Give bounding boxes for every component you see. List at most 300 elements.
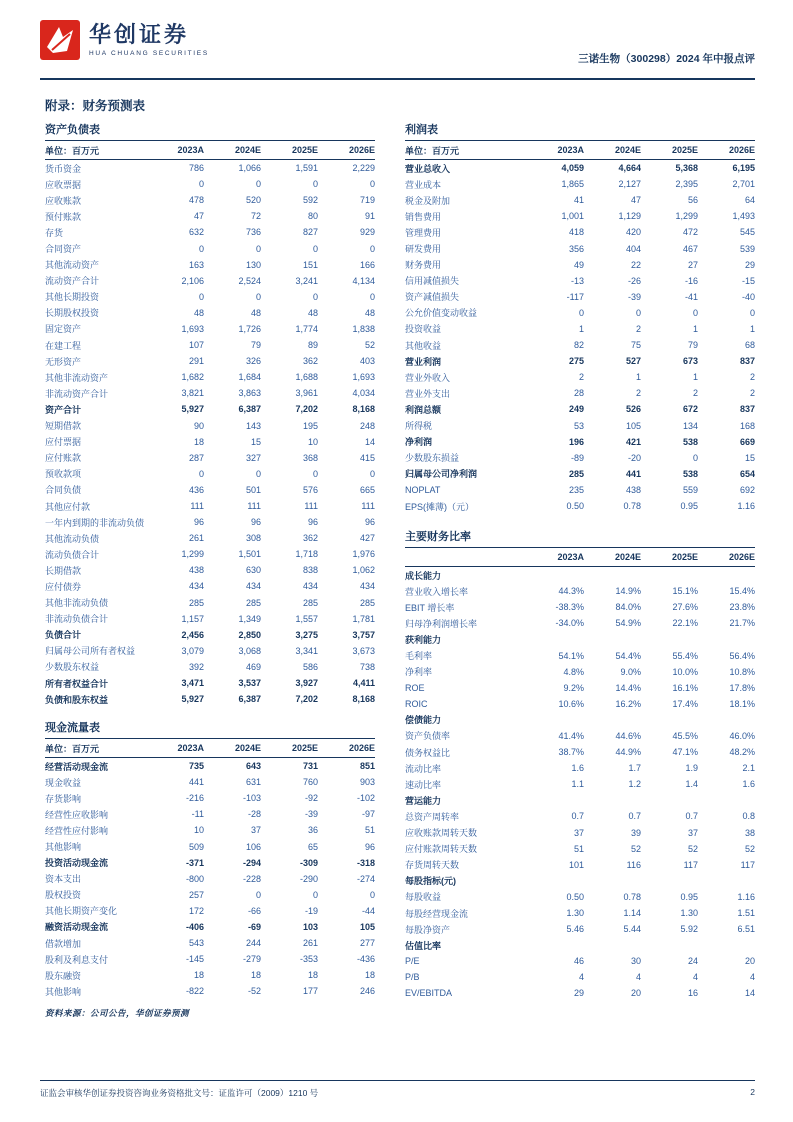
- row-label: 资本支出: [45, 874, 82, 885]
- column-header: 2024E: [234, 743, 261, 753]
- cell-value: -15: [741, 275, 755, 286]
- cell-value: 249: [568, 404, 584, 415]
- cell-value: 44.3%: [558, 586, 584, 597]
- cell-value: 731: [302, 761, 318, 772]
- row-label: 应收账款: [45, 195, 82, 206]
- cell-value: 49: [573, 259, 584, 270]
- cell-value: 0.78: [623, 501, 641, 512]
- cell-value: -66: [247, 905, 261, 916]
- cell-value: 538: [682, 436, 698, 447]
- table-row: [45, 257, 375, 273]
- cell-value: 404: [625, 243, 641, 254]
- cell-value: 6,195: [732, 163, 755, 174]
- row-label: 其他非流动资产: [45, 372, 109, 383]
- cell-value: 2: [749, 388, 755, 399]
- row-label: 股东融资: [45, 970, 82, 981]
- cell-value: 15: [250, 436, 261, 447]
- cell-value: 285: [359, 597, 375, 608]
- cell-value: -279: [242, 954, 261, 965]
- cell-value: 0: [692, 452, 698, 463]
- cell-value: 246: [359, 986, 375, 997]
- cell-value: 672: [682, 404, 698, 415]
- row-label: NOPLAT: [405, 484, 441, 495]
- row-label: 投资收益: [405, 324, 442, 335]
- row-label: 所有者权益合计: [45, 678, 109, 689]
- row-label: 其他长期资产变化: [45, 906, 118, 917]
- cell-value: 52: [364, 340, 375, 351]
- row-label: 股利及利息支付: [45, 954, 109, 965]
- cell-value: 0: [255, 468, 261, 479]
- cell-value: 18.1%: [729, 698, 755, 709]
- cell-value: 46.0%: [729, 730, 755, 741]
- cell-value: 1,349: [238, 613, 261, 624]
- row-label: ROIC: [405, 698, 428, 709]
- row-label: 无形资产: [45, 356, 82, 367]
- cell-value: -89: [570, 452, 584, 463]
- cell-value: 0.7: [628, 811, 641, 822]
- cell-value: 143: [245, 420, 261, 431]
- cell-value: 538: [682, 468, 698, 479]
- cell-value: -92: [304, 793, 318, 804]
- cell-value: 38.7%: [558, 747, 584, 758]
- row-label: 固定资产: [45, 324, 82, 335]
- cell-value: 837: [739, 356, 755, 367]
- column-header: 2024E: [614, 145, 641, 155]
- cell-value: 362: [302, 356, 318, 367]
- cell-value: 467: [682, 243, 698, 254]
- row-label: 信用减值损失: [405, 276, 460, 287]
- cell-value: 0: [312, 889, 318, 900]
- cell-value: 509: [188, 841, 204, 852]
- cell-value: 96: [364, 517, 375, 528]
- table-row: [405, 969, 755, 985]
- cell-value: 47.1%: [672, 747, 698, 758]
- cell-value: 4: [635, 972, 641, 983]
- row-label: 预付账款: [45, 211, 82, 222]
- cell-value: 838: [302, 565, 318, 576]
- cell-value: 0: [198, 468, 204, 479]
- row-label: 获利能力: [405, 634, 442, 645]
- cell-value: 0.95: [680, 891, 698, 902]
- row-label: 其他影响: [45, 842, 82, 853]
- cell-value: -20: [627, 452, 641, 463]
- cell-value: 1,157: [181, 613, 204, 624]
- table-row: [405, 583, 755, 599]
- column-header: 2023A: [177, 743, 204, 753]
- row-label: 负债和股东权益: [45, 694, 109, 705]
- row-label: 短期借款: [45, 421, 82, 432]
- cell-value: 48: [250, 307, 261, 318]
- cell-value: 10: [193, 825, 204, 836]
- table-row: [45, 643, 375, 659]
- cell-value: 9.0%: [620, 666, 641, 677]
- cell-value: 1,688: [295, 372, 318, 383]
- row-label: 流动资产合计: [45, 276, 100, 287]
- cell-value: 4,034: [352, 388, 375, 399]
- table-row: [45, 434, 375, 450]
- cell-value: 0: [369, 468, 375, 479]
- cell-value: 3,275: [295, 629, 318, 640]
- cell-value: 285: [245, 597, 261, 608]
- row-label: 流动比率: [405, 763, 442, 774]
- cell-value: -52: [247, 986, 261, 997]
- row-label: 归属母公司净利润: [405, 469, 478, 480]
- balance-sheet-table: [45, 121, 375, 707]
- cell-value: 760: [302, 777, 318, 788]
- cell-value: 438: [625, 484, 641, 495]
- cell-value: 368: [302, 452, 318, 463]
- cell-value: 630: [245, 565, 261, 576]
- row-label: 净利率: [405, 667, 433, 678]
- row-label: 其他非流动负债: [45, 598, 109, 609]
- table-row: [405, 808, 755, 824]
- cell-value: 18: [193, 970, 204, 981]
- row-label: ROE: [405, 682, 425, 693]
- row-label: P/E: [405, 956, 420, 967]
- table-row: [405, 369, 755, 385]
- cell-value: 1.2: [628, 779, 641, 790]
- cell-value: 0.78: [623, 891, 641, 902]
- row-label: 应付账款: [45, 453, 82, 464]
- cell-value: -294: [242, 857, 261, 868]
- cell-value: 54.1%: [558, 650, 584, 661]
- cell-value: 96: [307, 517, 318, 528]
- cell-value: 1.4: [685, 779, 698, 790]
- cell-value: 478: [188, 195, 204, 206]
- row-label: 营业利润: [405, 356, 442, 367]
- cell-value: -11: [191, 809, 204, 820]
- table-row: [405, 273, 755, 289]
- section-row: [405, 873, 755, 889]
- row-label: 其他流动资产: [45, 260, 100, 271]
- cell-value: 0: [312, 179, 318, 190]
- row-label: 应收票据: [45, 179, 82, 190]
- cell-value: 116: [626, 859, 641, 870]
- cell-value: 0.50: [566, 891, 584, 902]
- table-row: [45, 546, 375, 562]
- cell-value: 441: [625, 468, 641, 479]
- section-row: [405, 631, 755, 647]
- cell-value: -318: [356, 857, 375, 868]
- table-row: [45, 562, 375, 578]
- section-row: [405, 937, 755, 953]
- cell-value: 89: [307, 340, 318, 351]
- row-label: 总资产周转率: [405, 811, 460, 822]
- table-row: [405, 744, 755, 760]
- cell-value: 5.46: [566, 924, 584, 935]
- row-label: 合同负债: [45, 485, 82, 496]
- table-row: [45, 822, 375, 838]
- table-row: [45, 176, 375, 192]
- row-label: 债务权益比: [405, 747, 451, 758]
- cell-value: 434: [188, 581, 204, 592]
- cell-value: 48: [307, 307, 318, 318]
- cell-value: 4,059: [561, 163, 584, 174]
- table-row: [405, 728, 755, 744]
- table-row: [405, 224, 755, 240]
- cell-value: 0: [369, 291, 375, 302]
- section-row: [405, 712, 755, 728]
- cell-value: 392: [188, 661, 204, 672]
- cell-value: 96: [250, 517, 261, 528]
- cell-value: 2,701: [732, 179, 755, 190]
- table-row: [45, 224, 375, 240]
- cell-value: 23.8%: [729, 602, 755, 613]
- cell-value: 48.2%: [729, 747, 755, 758]
- row-label: 存货: [45, 227, 64, 238]
- cell-value: 827: [302, 227, 318, 238]
- cell-value: -13: [570, 275, 584, 286]
- row-label: 偿债能力: [405, 715, 442, 726]
- table-header-row: [45, 141, 375, 160]
- cell-value: 903: [359, 777, 375, 788]
- cell-value: 356: [568, 243, 584, 254]
- cell-value: 1,684: [238, 372, 261, 383]
- cell-value: 54.9%: [615, 618, 641, 629]
- table-row: [405, 857, 755, 873]
- cell-value: 6,387: [238, 694, 261, 705]
- row-label: 所得税: [405, 421, 433, 432]
- cell-value: 4: [749, 972, 755, 983]
- row-label: 营业外支出: [405, 388, 451, 399]
- cell-value: 285: [568, 468, 584, 479]
- cell-value: 526: [625, 404, 641, 415]
- column-header: 2023A: [557, 552, 584, 562]
- cell-value: 1.16: [737, 891, 755, 902]
- table-row: [45, 192, 375, 208]
- cell-value: 75: [630, 340, 641, 351]
- cell-value: 51: [364, 825, 375, 836]
- table-row: [45, 758, 375, 774]
- cell-value: 592: [302, 195, 318, 206]
- cell-value: 235: [568, 484, 584, 495]
- cell-value: 54.4%: [615, 650, 641, 661]
- row-label: 融资活动现金流: [45, 922, 109, 933]
- cell-value: 1.16: [737, 501, 755, 512]
- cell-value: 55.4%: [672, 650, 698, 661]
- cell-value: 586: [302, 661, 318, 672]
- row-label: 其他流动负债: [45, 533, 100, 544]
- unit-label: 单位：百万元: [45, 145, 100, 156]
- cell-value: 0: [255, 889, 261, 900]
- row-label: 管理费用: [405, 227, 442, 238]
- cell-value: 103: [302, 921, 318, 932]
- table-row: [45, 855, 375, 871]
- cell-value: 0: [198, 179, 204, 190]
- table-row: [45, 369, 375, 385]
- cell-value: 669: [739, 436, 755, 447]
- cell-value: -40: [741, 291, 755, 302]
- table-row: [405, 176, 755, 192]
- row-label: 公允价值变动收益: [405, 308, 478, 319]
- cell-value: 4,411: [352, 678, 375, 689]
- cell-value: 0: [255, 243, 261, 254]
- cell-value: 434: [302, 581, 318, 592]
- cell-value: 929: [359, 227, 375, 238]
- row-label: 流动负债合计: [45, 549, 100, 560]
- footer-license-text: 证监会审核华创证券投资咨询业务资格批文号：证监许可（2009）1210 号: [40, 1088, 319, 1098]
- cell-value: 434: [245, 581, 261, 592]
- cell-value: 2: [578, 372, 584, 383]
- cell-value: 28: [573, 388, 584, 399]
- cell-value: 1,693: [181, 323, 204, 334]
- table-title: 主要财务比率: [405, 528, 755, 548]
- cell-value: 14.9%: [615, 586, 641, 597]
- table-row: [45, 418, 375, 434]
- cell-value: 1,682: [181, 372, 204, 383]
- column-header: 2023A: [557, 145, 584, 155]
- cell-value: 151: [302, 259, 318, 270]
- cell-value: 403: [359, 356, 375, 367]
- cell-value: 107: [188, 340, 204, 351]
- table-row: [405, 825, 755, 841]
- cell-value: 27: [687, 259, 698, 270]
- column-header: 2025E: [291, 743, 318, 753]
- cell-value: 51: [573, 843, 584, 854]
- row-label: 非流动资产合计: [45, 388, 109, 399]
- cell-value: 643: [245, 761, 261, 772]
- cell-value: 436: [188, 484, 204, 495]
- table-row: [45, 160, 375, 176]
- cell-value: 106: [245, 841, 261, 852]
- table-row: [45, 935, 375, 951]
- cell-value: 4: [578, 972, 584, 983]
- cell-value: 438: [188, 565, 204, 576]
- cell-value: 3,537: [238, 678, 261, 689]
- logo-name-cn: 华创证券: [89, 22, 190, 47]
- column-header: 2023A: [177, 145, 204, 155]
- cell-value: 24: [687, 956, 698, 967]
- cell-value: -38.3%: [555, 602, 584, 613]
- table-row: [45, 385, 375, 401]
- cell-value: 539: [739, 243, 755, 254]
- cell-value: 56: [687, 195, 698, 206]
- table-row: [405, 240, 755, 256]
- cell-value: 1,774: [295, 323, 318, 334]
- cell-value: 172: [188, 905, 204, 916]
- table-header-row: [405, 548, 755, 567]
- table-row: [405, 760, 755, 776]
- cell-value: 1,066: [238, 163, 261, 174]
- table-header-row: [405, 141, 755, 160]
- cell-value: 15: [744, 452, 755, 463]
- cell-value: 0: [255, 179, 261, 190]
- cell-value: 29: [744, 259, 755, 270]
- cell-value: -44: [361, 905, 375, 916]
- report-title: 三诺生物（300298）2024 年中报点评: [578, 53, 755, 65]
- cell-value: 5,927: [181, 694, 204, 705]
- financial-ratios-table: [405, 528, 755, 1002]
- cell-value: 3,757: [352, 629, 375, 640]
- cell-value: 16: [687, 988, 698, 999]
- row-label: 其他应付款: [45, 501, 91, 512]
- cell-value: 3,341: [295, 645, 318, 656]
- cell-value: 665: [359, 484, 375, 495]
- cell-value: 261: [188, 533, 204, 544]
- cell-value: 3,927: [295, 678, 318, 689]
- cell-value: 576: [302, 484, 318, 495]
- table-title: 利润表: [405, 121, 755, 141]
- cell-value: -19: [304, 905, 318, 916]
- row-label: 归属母公司所有者权益: [45, 646, 136, 657]
- cell-value: 4.8%: [563, 666, 584, 677]
- cell-value: 1,693: [352, 372, 375, 383]
- cell-value: 15.1%: [672, 586, 698, 597]
- cell-value: 130: [245, 259, 261, 270]
- cell-value: 2,127: [618, 179, 641, 190]
- cell-value: -309: [299, 857, 318, 868]
- table-row: [405, 321, 755, 337]
- cell-value: 48: [364, 307, 375, 318]
- row-label: P/B: [405, 972, 420, 983]
- cell-value: 261: [302, 938, 318, 949]
- cell-value: 48: [193, 307, 204, 318]
- cell-value: -102: [356, 793, 375, 804]
- table-row: [405, 647, 755, 663]
- cell-value: -103: [242, 793, 261, 804]
- cell-value: 1.6: [742, 779, 755, 790]
- cell-value: 47: [193, 211, 204, 222]
- row-label: 长期借款: [45, 565, 82, 576]
- row-label: 研发费用: [405, 244, 442, 255]
- appendix-title: 附录：财务预测表: [45, 99, 146, 113]
- cell-value: 5,368: [675, 163, 698, 174]
- cell-value: 10.6%: [558, 698, 584, 709]
- row-label: 一年内到期的非流动负债: [45, 517, 145, 528]
- cell-value: 36: [307, 825, 318, 836]
- cell-value: 1: [692, 372, 698, 383]
- cell-value: 738: [359, 661, 375, 672]
- cell-value: 90: [193, 420, 204, 431]
- row-label: 少数股东损益: [405, 453, 460, 464]
- cell-value: 420: [625, 227, 641, 238]
- cell-value: -800: [185, 873, 204, 884]
- cell-value: 96: [364, 841, 375, 852]
- row-label: 营业总收入: [405, 163, 451, 174]
- cell-value: 631: [245, 777, 261, 788]
- row-label: 每股指标(元): [405, 876, 456, 887]
- row-label: 股权投资: [45, 890, 82, 901]
- table-row: [45, 401, 375, 417]
- cell-value: 0: [312, 468, 318, 479]
- row-label: 其他长期投资: [45, 292, 100, 303]
- table-row: [405, 696, 755, 712]
- cell-value: 2,524: [238, 275, 261, 286]
- cell-value: 52: [687, 843, 698, 854]
- cell-value: 5.92: [680, 924, 698, 935]
- cell-value: 2,456: [181, 629, 204, 640]
- cell-value: 3,961: [295, 388, 318, 399]
- cell-value: 1,062: [352, 565, 375, 576]
- table-row: [405, 401, 755, 417]
- cell-value: -274: [356, 873, 375, 884]
- row-label: 速动比率: [405, 779, 442, 790]
- cell-value: 1: [578, 323, 584, 334]
- cell-value: 308: [245, 533, 261, 544]
- cell-value: 786: [188, 163, 204, 174]
- cell-value: 45.5%: [672, 730, 698, 741]
- table-row: [405, 208, 755, 224]
- cell-value: 472: [682, 227, 698, 238]
- cell-value: 105: [359, 921, 375, 932]
- section-row: [405, 792, 755, 808]
- footer-divider: [40, 1080, 755, 1081]
- row-label: 投资活动现金流: [45, 858, 109, 869]
- cell-value: 275: [568, 356, 584, 367]
- row-label: 成长能力: [405, 570, 442, 581]
- cell-value: 1,129: [618, 211, 641, 222]
- table-row: [405, 353, 755, 369]
